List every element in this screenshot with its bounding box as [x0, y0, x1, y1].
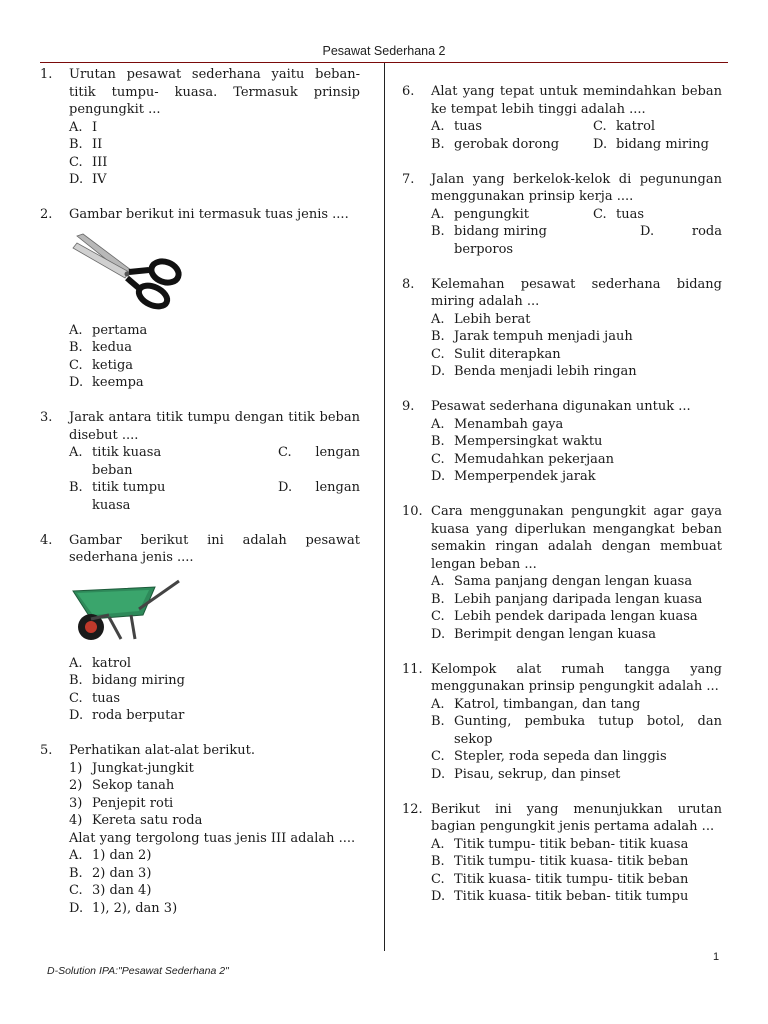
option-text: Memperpendek jarak [454, 469, 596, 484]
option-a[interactable] [431, 311, 722, 329]
option-letter: C. [69, 154, 83, 170]
question-number: 9. [402, 399, 415, 414]
option-row [92, 444, 360, 462]
question-text: Jalan yang berkelok-kelok di pegunungan menggunakan prinsip kerja .... [431, 171, 722, 204]
option-text: bidang miring [92, 673, 185, 688]
option-text: III [92, 154, 108, 170]
option-text: Titik tumpu- titik beban- titik kuasa [454, 836, 689, 852]
option-text: Sulit diterapkan [454, 346, 561, 362]
option-text: bidang miring [616, 136, 709, 152]
question-number: 1. [40, 67, 53, 82]
question-number: 4. [40, 532, 53, 548]
option-letter: A. [69, 322, 83, 338]
option-letter: A. [431, 574, 445, 589]
option-text-continued: kuasa [92, 497, 131, 513]
option-a[interactable] [431, 206, 593, 224]
option-letter: C. [69, 883, 83, 898]
list-item [69, 760, 360, 778]
option-text: tuas [616, 206, 645, 222]
option-b[interactable] [431, 328, 722, 346]
option-text: kedua [92, 340, 133, 355]
item-text: Jungkat-jungkit [92, 760, 194, 776]
question-text: Berikut ini yang menunjukkan urutan bagian pengungkit jenis pertama adalah ... [431, 801, 722, 834]
option-text: ketiga [92, 357, 134, 373]
question-text: Kelemahan pesawat sederhana bidang miring adalah ... [431, 276, 722, 309]
option-text: Titik tumpu- titik kuasa- titik beban [454, 854, 689, 869]
option-text: Lebih berat [454, 311, 531, 327]
option-c[interactable] [69, 882, 360, 900]
option-a[interactable] [431, 416, 722, 434]
option-text: Pisau, sekrup, dan pinset [454, 766, 621, 782]
option-text: Memudahkan pekerjaan [454, 451, 614, 467]
option-text: Berimpit dengan lengan kuasa [454, 626, 656, 642]
option-c[interactable] [69, 154, 360, 172]
option-letter: B. [431, 591, 445, 607]
option-b[interactable] [431, 713, 722, 748]
option-text: Mempersingkat waktu [454, 434, 603, 449]
question-11 [402, 661, 722, 784]
option-b[interactable] [431, 853, 722, 871]
option-c[interactable] [69, 357, 360, 375]
question-2 [40, 206, 360, 392]
option-letter: C. [431, 749, 445, 764]
option-text: keempa [92, 375, 144, 390]
option-text: roda berputar [92, 708, 185, 723]
item-number: 2) [69, 778, 83, 793]
option-letter: B. [69, 673, 83, 688]
options [431, 696, 722, 784]
option-letter: D. [69, 708, 84, 723]
option-letter: D. [278, 480, 293, 495]
question-number: 2. [40, 207, 53, 222]
option-letter: A. [431, 119, 445, 134]
option-text: Stepler, roda sepeda dan linggis [454, 749, 667, 764]
option-letter: B. [431, 329, 445, 344]
question-number: 7. [402, 171, 415, 187]
question-text: Perhatikan alat-alat berikut. [69, 743, 255, 758]
option-letter: D. [640, 224, 655, 239]
question-12 [402, 801, 722, 906]
question-text: Pesawat sederhana digunakan untuk ... [431, 399, 691, 414]
options [431, 118, 722, 153]
option-letter: D. [431, 889, 446, 904]
question-7 [402, 171, 722, 259]
options [69, 655, 360, 725]
question-10 [402, 503, 722, 643]
option-letter: B. [69, 340, 83, 355]
option-c[interactable] [431, 871, 722, 889]
option-letter: D. [431, 469, 446, 484]
option-letter: D. [593, 136, 608, 152]
option-b[interactable] [69, 865, 360, 883]
option-text: Titik kuasa- titik tumpu- titik beban [454, 871, 689, 887]
option-d[interactable] [431, 468, 722, 486]
page-number: 1 [713, 951, 720, 963]
wheelbarrow-icon [69, 575, 187, 645]
question-5 [40, 742, 360, 917]
option-d[interactable] [431, 888, 722, 906]
question-number: 8. [402, 276, 415, 292]
option-row [454, 223, 722, 241]
option-letter: D. [69, 172, 84, 187]
item-number: 4) [69, 813, 83, 828]
option-text: Sama panjang dengan lengan kuasa [454, 574, 693, 589]
option-c[interactable]: lengan [315, 445, 360, 460]
option-a[interactable] [69, 655, 360, 673]
option-text: IV [92, 172, 107, 187]
question-number: 11. [402, 661, 423, 677]
option-text: tuas [454, 119, 483, 134]
question-4 [40, 532, 360, 725]
item-text: Sekop tanah [92, 778, 175, 793]
page-header-title: Pesawat Sederhana 2 [322, 44, 446, 58]
option-letter: C. [69, 690, 83, 706]
option-text-continued: beban [92, 462, 133, 478]
option-c[interactable] [593, 118, 722, 136]
option-b[interactable] [69, 339, 360, 357]
option-b[interactable]: titik tumpu [92, 480, 166, 495]
option-b[interactable]: bidang miring [454, 224, 547, 239]
question-text: Alat yang tepat untuk memindahkan beban ke tempat lebih tinggi adalah .... [431, 84, 722, 117]
question-number: 5. [40, 743, 53, 758]
question-text: Cara menggunakan pengungkit agar gaya kuasa yang diperlukan mengangkat beban semakin ringan adalah dengan membuat lengan beban ... [431, 504, 722, 572]
options [69, 847, 360, 917]
option-text: tuas [92, 690, 121, 706]
option-letter: A. [431, 311, 445, 327]
footer-text: D-Solution IPA:"Pesawat Sederhana 2" [47, 965, 229, 977]
question-number: 12. [402, 801, 423, 817]
option-text: Benda menjadi lebih ringan [454, 364, 637, 379]
option-letter: C. [593, 206, 607, 222]
question-text: Kelompok alat rumah tangga yang menggunakan prinsip pengungkit adalah ... [431, 661, 722, 694]
option-b[interactable] [69, 136, 360, 154]
option-letter: B. [69, 480, 83, 495]
option-letter: C. [278, 445, 292, 460]
option-letter: D. [431, 766, 446, 782]
options [69, 119, 360, 189]
options [431, 836, 722, 906]
option-d[interactable]: roda [691, 224, 722, 239]
option-letter: C. [431, 346, 445, 362]
option-letter: A. [431, 206, 445, 222]
option-a[interactable] [431, 836, 722, 854]
option-d[interactable] [431, 363, 722, 381]
question-number: 3. [40, 410, 53, 425]
option-d[interactable] [69, 374, 360, 392]
options-row-2 [431, 223, 722, 258]
option-text: I [92, 119, 98, 135]
wheelbarrow-illustration [69, 575, 360, 649]
option-text: katrol [92, 655, 132, 671]
option-d[interactable] [69, 900, 360, 918]
option-a[interactable] [431, 573, 722, 591]
option-letter: B. [69, 137, 83, 152]
question-1 [40, 66, 360, 189]
options [69, 444, 360, 514]
option-d[interactable] [69, 171, 360, 189]
options [431, 206, 722, 224]
option-a[interactable] [431, 696, 722, 714]
option-a[interactable] [69, 119, 360, 137]
option-text: II [92, 137, 103, 152]
list-item [69, 795, 360, 813]
option-letter: B. [431, 434, 445, 449]
option-letter: A. [69, 445, 83, 460]
option-text: gerobak dorong [454, 136, 560, 152]
option-text: Jarak tempuh menjadi jauh [454, 329, 633, 344]
item-number: 1) [69, 760, 83, 776]
option-letter: B. [431, 136, 445, 152]
option-text: Lebih pendek daripada lengan kuasa [454, 609, 698, 624]
option-c[interactable] [593, 206, 722, 224]
option-letter: D. [431, 626, 446, 642]
option-c[interactable] [431, 346, 722, 364]
option-letter: B. [69, 865, 83, 881]
option-letter: A. [431, 836, 445, 852]
option-b[interactable] [431, 433, 722, 451]
item-list [69, 760, 360, 830]
option-c[interactable] [431, 608, 722, 626]
option-letter: B. [431, 714, 445, 729]
option-text: Lebih panjang daripada lengan kuasa [454, 591, 703, 607]
option-letter: A. [431, 696, 445, 712]
option-letter: A. [69, 848, 83, 863]
option-letter: B. [431, 854, 445, 869]
question-8 [402, 276, 722, 381]
options [431, 573, 722, 643]
scissors-illustration [69, 232, 360, 316]
option-letter: A. [431, 416, 445, 432]
option-letter: C. [431, 871, 445, 887]
option-pair-a-c [69, 444, 360, 479]
option-letter: D. [69, 900, 84, 916]
option-text: 1) dan 2) [92, 848, 152, 863]
option-row [92, 479, 360, 497]
option-text: Gunting, pembuka tutup botol, dan sekop [454, 714, 722, 747]
option-text-continued: berporos [454, 241, 514, 257]
item-text: Kereta satu roda [92, 813, 203, 828]
option-letter: C. [431, 609, 445, 624]
column-divider [384, 63, 385, 951]
option-d[interactable] [69, 707, 360, 725]
option-letter: D. [69, 375, 84, 390]
item-text: Penjepit roti [92, 795, 174, 811]
options [69, 322, 360, 392]
option-pair-b-d [69, 479, 360, 514]
scissors-icon [69, 232, 189, 312]
option-text: 2) dan 3) [92, 865, 152, 881]
option-b[interactable] [431, 591, 722, 609]
option-a[interactable] [69, 322, 360, 340]
option-d[interactable] [431, 626, 722, 644]
question-text: Urutan pesawat sederhana yaitu beban- titik tumpu- kuasa. Termasuk prinsip pengungkit ... [69, 67, 360, 117]
question-number: 6. [402, 84, 415, 99]
option-c[interactable] [69, 690, 360, 708]
question-9 [402, 398, 722, 486]
question-followup-text: Alat yang tergolong tuas jenis III adalah .... [69, 830, 356, 846]
right-column [402, 83, 722, 923]
option-text: Katrol, timbangan, dan tang [454, 696, 641, 712]
option-text: Titik kuasa- titik beban- titik tumpu [454, 889, 689, 904]
option-d[interactable]: lengan [315, 480, 360, 495]
option-text: 3) dan 4) [92, 883, 152, 898]
options [431, 416, 722, 486]
list-item [69, 812, 360, 830]
option-d[interactable] [431, 766, 722, 784]
option-letter: A. [69, 119, 83, 135]
option-a[interactable]: titik kuasa [92, 445, 162, 460]
option-text: pertama [92, 322, 148, 338]
options [431, 311, 722, 381]
option-letter: C. [593, 119, 607, 134]
option-text: Menambah gaya [454, 416, 564, 432]
option-letter: C. [69, 357, 83, 373]
question-text: Jarak antara titik tumpu dengan titik beban disebut .... [69, 410, 360, 443]
question-number: 10. [402, 504, 423, 519]
option-letter: A. [69, 655, 83, 671]
option-b[interactable] [431, 136, 593, 154]
option-c[interactable] [431, 451, 722, 469]
question-6 [402, 83, 722, 153]
option-a[interactable] [69, 847, 360, 865]
list-item [69, 777, 360, 795]
option-text: katrol [616, 119, 656, 134]
option-letter: C. [431, 451, 445, 467]
question-text: Gambar berikut ini adalah pesawat sederhana jenis .... [69, 532, 360, 565]
left-column [40, 66, 360, 935]
option-text: pengungkit [454, 206, 530, 222]
option-text: 1), 2), dan 3) [92, 900, 178, 916]
option-letter: B. [431, 224, 445, 239]
item-number: 3) [69, 795, 83, 811]
option-letter: D. [431, 364, 446, 379]
option-b[interactable] [69, 672, 360, 690]
option-a[interactable] [431, 118, 593, 136]
option-c[interactable] [431, 748, 722, 766]
question-text: Gambar berikut ini termasuk tuas jenis .... [69, 207, 349, 222]
option-d[interactable] [593, 136, 722, 154]
question-3 [40, 409, 360, 514]
